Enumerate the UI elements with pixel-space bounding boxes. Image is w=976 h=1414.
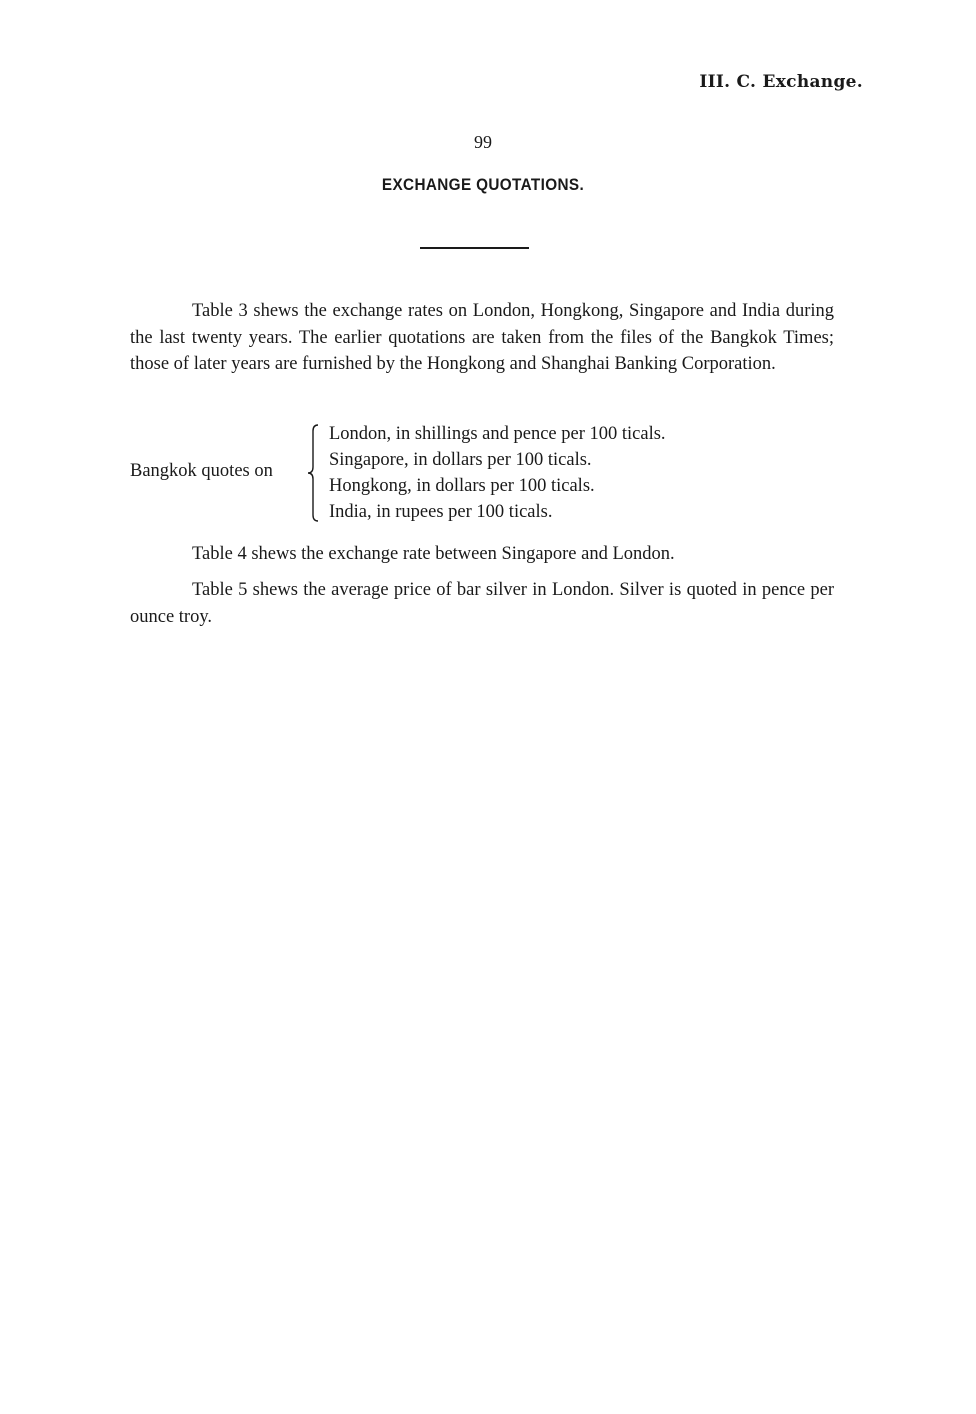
quote-hongkong: Hongkong, in dollars per 100 ticals. <box>329 476 595 496</box>
table4-paragraph: Table 4 shews the exchange rate between Singapore and London. <box>192 544 675 564</box>
quote-singapore: Singapore, in dollars per 100 ticals. <box>329 450 592 470</box>
intro-paragraph: Table 3 shews the exchange rates on London, Hongkong, Singapore and India during the last twenty years. The earlier quotations are taken from the files of the Bangkok Times; those of later years are furnished by the Hongkong and Shanghai Banking Corporation. <box>130 301 834 374</box>
quote-london: London, in shillings and pence per 100 ticals. <box>329 424 666 444</box>
quotes-label: Bangkok quotes on <box>130 461 273 481</box>
curly-brace <box>306 423 320 523</box>
section-header: III. C. Exchange. <box>699 72 863 92</box>
quotes-list <box>329 421 666 525</box>
page-title: EXCHANGE QUOTATIONS. <box>381 175 585 194</box>
table5-paragraph: Table 5 shews the average price of bar silver in London. Silver is quoted in pence per ounce troy. <box>130 580 834 627</box>
page-number: 99 <box>474 132 492 152</box>
title-rule <box>420 247 529 249</box>
quote-india: India, in rupees per 100 ticals. <box>329 502 553 522</box>
